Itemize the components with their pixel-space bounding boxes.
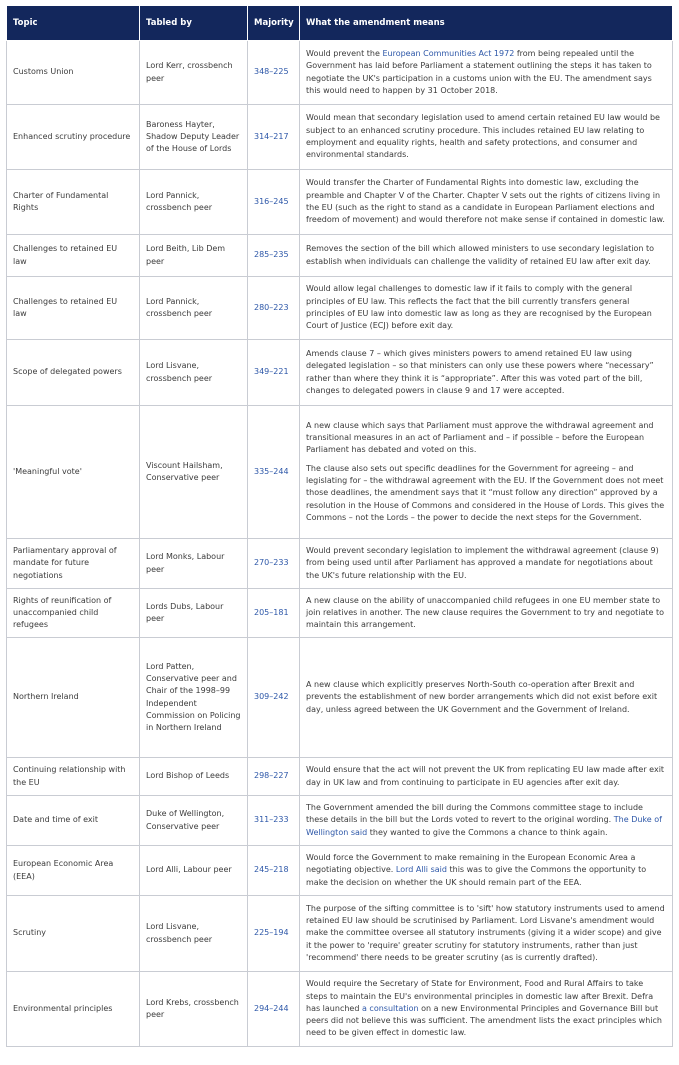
majority-link[interactable]: 314–217 xyxy=(248,105,300,170)
meaning-cell: A new clause on the ability of unaccompanied child refugees in one EU member state to join relatives in another. The new clause requires the Government to try and negotiate to maintain this arrangement. xyxy=(300,589,673,638)
header-topic: Topic xyxy=(7,6,140,41)
meaning-text: they wanted to give the Commons a chance to think again. xyxy=(367,827,608,837)
majority-link[interactable]: 245–218 xyxy=(248,846,300,896)
header-row xyxy=(7,6,673,41)
tabled-by-cell: Lord Lisvane, crossbench peer xyxy=(140,896,248,972)
topic-cell: 'Meaningful vote' xyxy=(7,406,140,539)
majority-link[interactable]: 298–227 xyxy=(248,758,300,796)
table-row xyxy=(7,277,673,340)
meaning-cell xyxy=(300,406,673,539)
meaning-text: The Government amended the bill during the Commons committee stage to include these details in the bill but the Lords voted to revert to the original wording. xyxy=(306,803,643,825)
table-row xyxy=(7,589,673,638)
meaning-paragraph: A new clause which says that Parliament must approve the withdrawal agreement and transitional measures in an act of Parliament and – if possible – before the European Parliament has debated and voted on this. xyxy=(306,420,654,455)
tabled-by-cell: Lord Patten, Conservative peer and Chair of the 1998–99 Independent Commission on Policing in Northern Ireland xyxy=(140,638,248,758)
majority-link[interactable]: 311–233 xyxy=(248,796,300,846)
tabled-by-cell: Lord Monks, Labour peer xyxy=(140,539,248,589)
topic-cell: Date and time of exit xyxy=(7,796,140,846)
topic-cell: Rights of reunification of unaccompanied child refugees xyxy=(7,589,140,638)
table-row xyxy=(7,972,673,1047)
topic-cell: Challenges to retained EU law xyxy=(7,235,140,277)
meaning-cell: Would mean that secondary legislation used to amend certain retained EU law would be subject to an enhanced scrutiny procedure. This includes retained EU law relating to employment and equality rights, health and safety protections, and consumer and environmental standards. xyxy=(300,105,673,170)
table-row xyxy=(7,896,673,972)
table-row xyxy=(7,235,673,277)
topic-cell: Continuing relationship with the EU xyxy=(7,758,140,796)
meaning-paragraph: The clause also sets out specific deadlines for the Government for agreeing – and legislating for – the withdrawal agreement with the EU. If the Government does not meet those deadlines, the amendment says that it “must follow any direction” approved by a resolution in the House of Commons and considered in the House of Lords. This gives the Commons – not the Lords – the power to decide the next steps for the Government. xyxy=(306,463,665,522)
meaning-cell xyxy=(300,972,673,1047)
meaning-cell: A new clause which explicitly preserves North-South co-operation after Brexit and prevents the establishment of new border arrangements which did not exist before exit day, unless agreed between the UK Government and the Government of Ireland. xyxy=(300,638,673,758)
topic-cell: Parliamentary approval of mandate for future negotiations xyxy=(7,539,140,589)
tabled-by-cell: Lords Dubs, Labour peer xyxy=(140,589,248,638)
meaning-cell: Removes the section of the bill which allowed ministers to use secondary legislation to establish when individuals can challenge the validity of retained EU law after exit day. xyxy=(300,235,673,277)
majority-link[interactable]: 316–245 xyxy=(248,170,300,235)
meaning-cell: Would ensure that the act will not prevent the UK from replicating EU law made after exit day in UK law and from continuing to participate in EU agencies after exit day. xyxy=(300,758,673,796)
table-row xyxy=(7,170,673,235)
topic-cell: Challenges to retained EU law xyxy=(7,277,140,340)
meaning-text: Would require the Secretary of State for Environment, Food and Rural Affairs to take steps to maintain the EU's environmental principles in domestic law after Brexit. Defra has launched xyxy=(306,979,654,1013)
topic-cell: Scope of delegated powers xyxy=(7,340,140,406)
majority-link[interactable]: 349–221 xyxy=(248,340,300,406)
meaning-text: this was to give the Commons the opportunity to make the decision on whether the UK should remain part of the EEA. xyxy=(306,865,647,887)
meaning-link[interactable]: Lord Alli said xyxy=(395,865,447,875)
meaning-cell xyxy=(300,796,673,846)
majority-link[interactable]: 270–233 xyxy=(248,539,300,589)
table-row xyxy=(7,105,673,170)
majority-link[interactable]: 285–235 xyxy=(248,235,300,277)
table-row xyxy=(7,758,673,796)
topic-cell: Customs Union xyxy=(7,41,140,105)
majority-link[interactable]: 225–194 xyxy=(248,896,300,972)
meaning-link[interactable]: The Duke of Wellington said xyxy=(306,815,662,837)
meaning-text: from being repealed until the Government has laid before Parliament a statement outlining the steps it has taken to negotiate the UK's participation in a customs union with the EU. The amendment says this would need to happen by 31 October 2018. xyxy=(306,48,652,95)
tabled-by-cell: Lord Alli, Labour peer xyxy=(140,846,248,896)
majority-link[interactable]: 205–181 xyxy=(248,589,300,638)
meaning-cell: Amends clause 7 – which gives ministers powers to amend retained EU law using delegated legislation – so that ministers can only use these powers where “necessary” rather than where they think it is “appropriate”. After this was voted part of the bill, changes to delegated powers in clause 9 and 17 were accepted. xyxy=(300,340,673,406)
tabled-by-cell: Viscount Hailsham, Conservative peer xyxy=(140,406,248,539)
meaning-text: Would prevent the xyxy=(306,48,383,58)
meaning-cell: Would allow legal challenges to domestic law if it fails to comply with the general principles of EU law. This reflects the fact that the bill currently transfers general principles of EU law into domestic law as long as they are recognised by the European Court of Justice (ECJ) before exit day. xyxy=(300,277,673,340)
majority-link[interactable]: 294–244 xyxy=(248,972,300,1047)
majority-link[interactable]: 348–225 xyxy=(248,41,300,105)
tabled-by-cell: Lord Pannick, crossbench peer xyxy=(140,277,248,340)
table-row xyxy=(7,638,673,758)
meaning-cell: The purpose of the sifting committee is to 'sift' how statutory instruments used to amend retained EU law should be scrutinised by Parliament. Lord Lisvane's amendment would make the committee oversee all statutory instruments (giving it a wider scope) and give it the power to 'require' greater scrutiny for statutory instruments, rather than just 'recommend' there needs to be greater scrutiny (as is currently drafted). xyxy=(300,896,673,972)
topic-cell: Northern Ireland xyxy=(7,638,140,758)
table-row xyxy=(7,406,673,539)
tabled-by-cell: Lord Kerr, crossbench peer xyxy=(140,41,248,105)
tabled-by-cell: Lord Beith, Lib Dem peer xyxy=(140,235,248,277)
meaning-text: on a new Environmental Principles and Governance Bill but peers did not believe this was sufficient. The amendment lists the exact principles which need to be given effect in domestic law. xyxy=(306,1003,662,1038)
tabled-by-cell: Baroness Hayter, Shadow Deputy Leader of the House of Lords xyxy=(140,105,248,170)
meaning-cell xyxy=(300,41,673,105)
meaning-link[interactable]: European Communities Act 1972 xyxy=(382,48,515,58)
tabled-by-cell: Lord Lisvane, crossbench peer xyxy=(140,340,248,406)
header-tabled-by: Tabled by xyxy=(140,6,248,41)
header-majority: Majority xyxy=(248,6,300,41)
majority-link[interactable]: 335–244 xyxy=(248,406,300,539)
topic-cell: Scrutiny xyxy=(7,896,140,972)
table-row xyxy=(7,846,673,896)
tabled-by-cell: Lord Bishop of Leeds xyxy=(140,758,248,796)
topic-cell: Enhanced scrutiny procedure xyxy=(7,105,140,170)
header-meaning: What the amendment means xyxy=(300,6,673,41)
table-row xyxy=(7,340,673,406)
table-row xyxy=(7,796,673,846)
meaning-text: Would force the Government to make remaining in the European Economic Area a negotiating objective. xyxy=(306,853,636,875)
topic-cell: Charter of Fundamental Rights xyxy=(7,170,140,235)
table-row xyxy=(7,41,673,105)
table-row xyxy=(7,539,673,589)
majority-link[interactable]: 280–223 xyxy=(248,277,300,340)
meaning-link[interactable]: a consultation xyxy=(361,1003,419,1013)
topic-cell: European Economic Area (EEA) xyxy=(7,846,140,896)
topic-cell: Environmental principles xyxy=(7,972,140,1047)
amendments-table xyxy=(6,5,673,1047)
tabled-by-cell: Lord Pannick, crossbench peer xyxy=(140,170,248,235)
majority-link[interactable]: 309–242 xyxy=(248,638,300,758)
meaning-cell xyxy=(300,846,673,896)
meaning-cell: Would transfer the Charter of Fundamental Rights into domestic law, excluding the preamble and Chapter V of the Charter. Chapter V sets out the rights of citizens living in the EU (such as the right to stand as a candidate in European Parliament elections and freedom of movement) and would therefore not make sense if contained in domestic law. xyxy=(300,170,673,235)
tabled-by-cell: Lord Krebs, crossbench peer xyxy=(140,972,248,1047)
tabled-by-cell: Duke of Wellington, Conservative peer xyxy=(140,796,248,846)
meaning-cell: Would prevent secondary legislation to implement the withdrawal agreement (clause 9) from being used until after Parliament has approved a mandate for negotiations about the UK's future relationship with the EU. xyxy=(300,539,673,589)
